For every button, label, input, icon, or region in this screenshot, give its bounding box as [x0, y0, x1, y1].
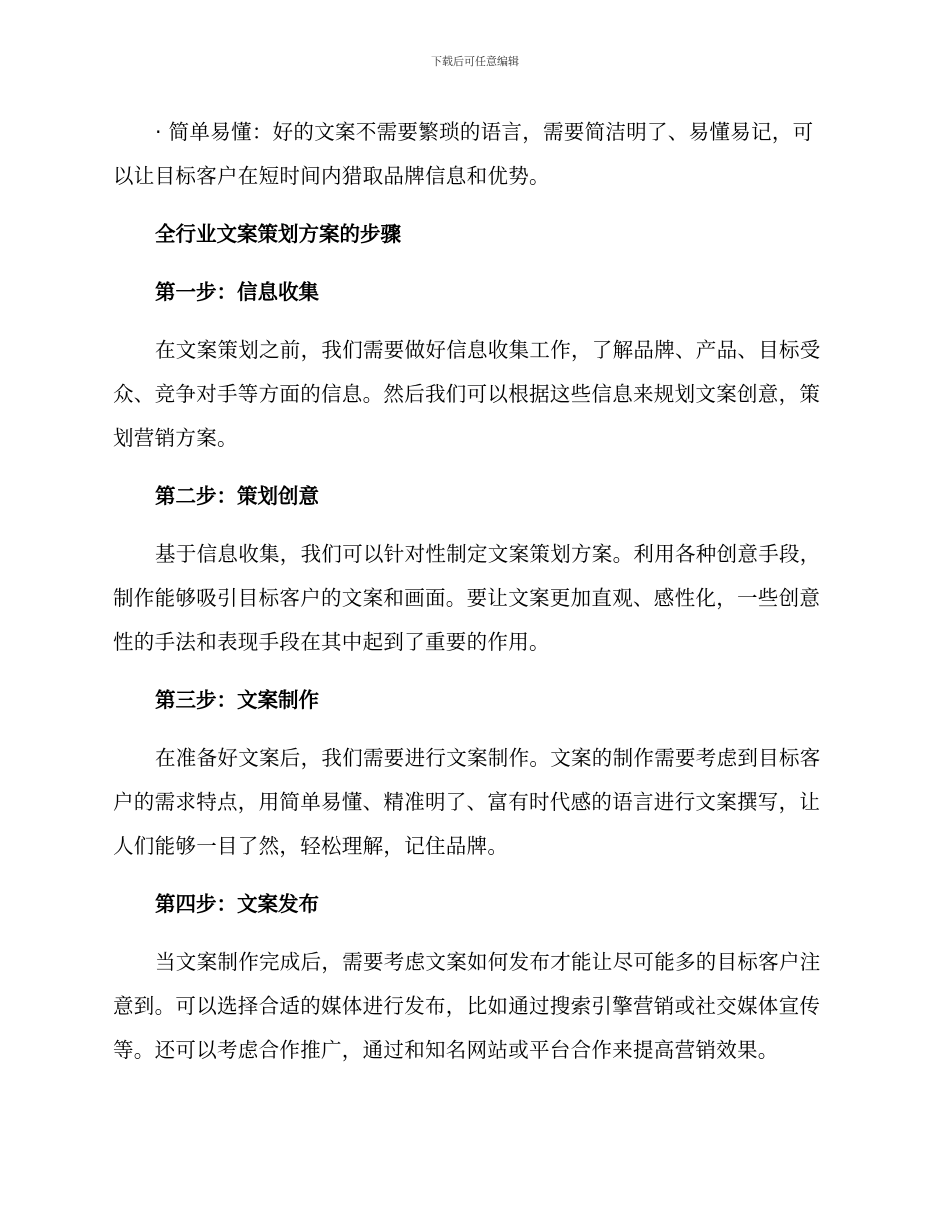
step1-title: 第一步：信息收集	[155, 280, 319, 304]
step1-text: 在文案策划之前，我们需要做好信息收集工作，了解品牌、产品、目标受众、竞争对手等方面的信息。然后我们可以根据这些信息来规划文案创意，策划营销方案。	[113, 338, 821, 450]
step4-text: 当文案制作完成后，需要考虑文案如何发布才能让尽可能多的目标客户注意到。可以选择合适的媒体进行发布，比如通过搜索引擎营销或社交媒体宣传等。还可以考虑合作推广，通过和知名网站或平台合作来提高营销效果。	[113, 950, 821, 1062]
document-body	[113, 110, 831, 1072]
step3-text: 在准备好文案后，我们需要进行文案制作。文案的制作需要考虑到目标客户的需求特点，用简单易懂、精准明了、富有时代感的语言进行文案撰写，让人们能够一目了然，轻松理解，记住品牌。	[113, 746, 821, 858]
step4-title: 第四步：文案发布	[155, 892, 319, 916]
step2-title: 第二步：策划创意	[155, 484, 319, 508]
intro-bullet-point: · 简单易懂：好的文案不需要繁琐的语言，需要简洁明了、易懂易记，可以让目标客户在短时间内猎取品牌信息和优势。	[113, 120, 814, 188]
step3-title: 第三步：文案制作	[155, 688, 319, 712]
step2-text: 基于信息收集，我们可以针对性制定文案策划方案。利用各种创意手段，制作能够吸引目标客户的文案和画面。要让文案更加直观、感性化，一些创意性的手法和表现手段在其中起到了重要的作用。	[113, 542, 821, 654]
page-header: 下载后可任意编辑	[431, 55, 519, 68]
section-title: 全行业文案策划方案的步骤	[155, 222, 401, 246]
